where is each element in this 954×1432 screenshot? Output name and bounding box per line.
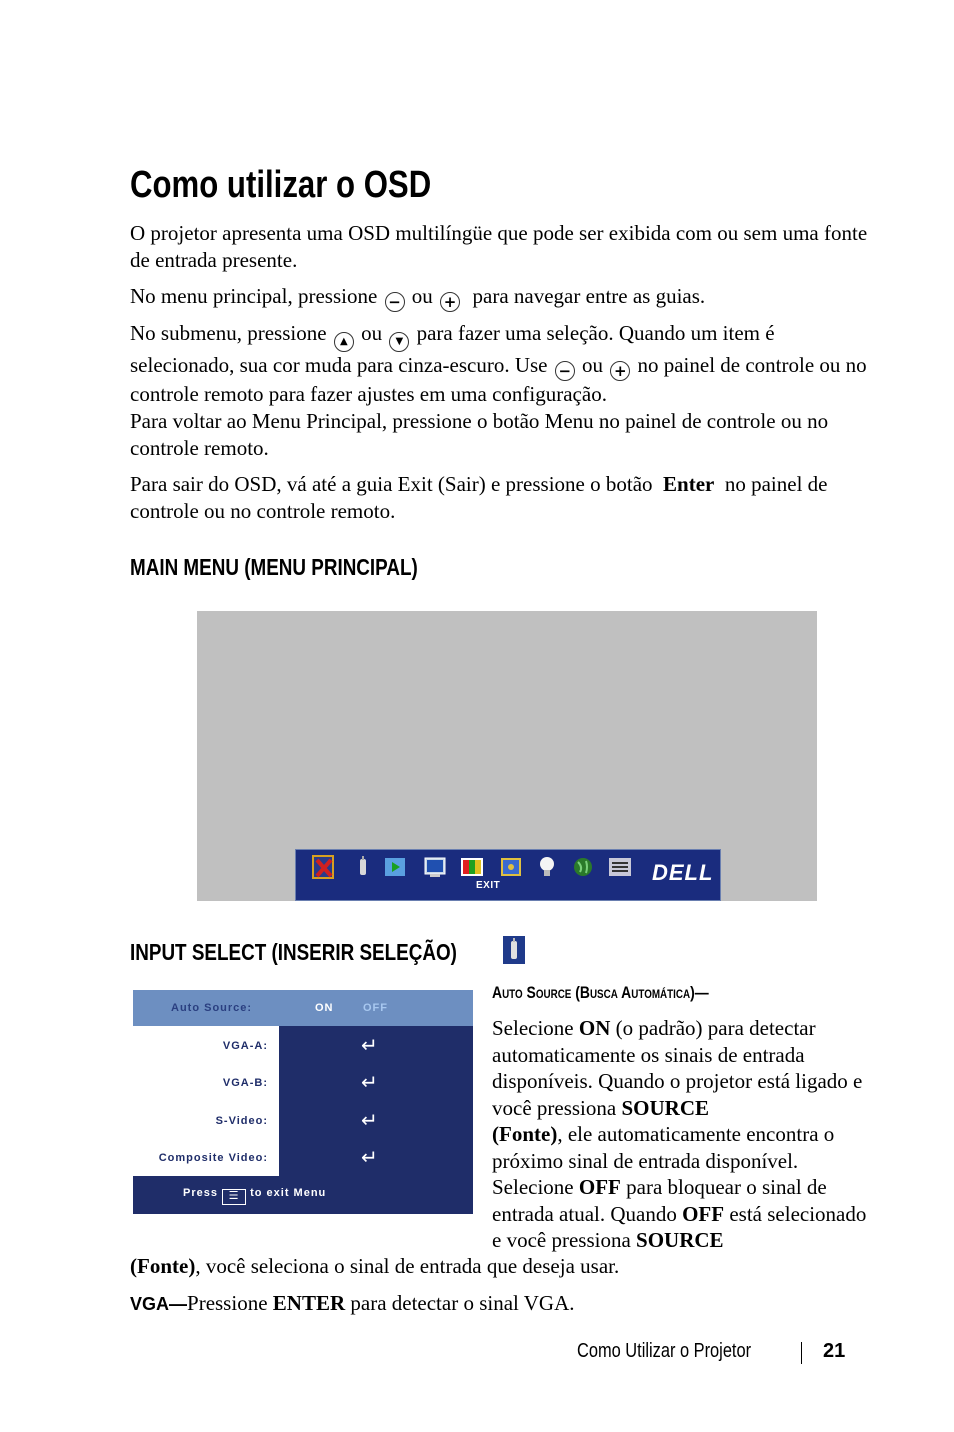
footer-section: Como Utilizar o Projetor	[577, 1340, 752, 1362]
vga-a-label: VGA-A:	[222, 1040, 268, 1052]
vga-a-enter-icon[interactable]: ↵	[361, 1035, 378, 1057]
page-title: Como utilizar o OSD	[130, 164, 432, 206]
s-video-label: S-Video:	[215, 1115, 268, 1127]
vga-description: VGA—Pressione ENTER para detectar o sinal VGA.	[130, 1291, 575, 1315]
picture-icon	[424, 855, 446, 879]
intro-paragraph-2: No menu principal, pressione − ou + para navegar entre as guias.	[130, 284, 706, 311]
auto-source-subheading: Auto Source (Busca Automática)—	[492, 983, 709, 1002]
vga-b-label: VGA-B:	[222, 1077, 268, 1089]
display-icon	[500, 855, 522, 879]
exit-icon	[312, 855, 334, 879]
menu-button-icon: ☰	[222, 1189, 246, 1205]
auto-source-description-cont: (Fonte), você seleciona o sinal de entrada que deseja usar.	[130, 1254, 620, 1278]
plus-button-icon: +	[610, 361, 630, 381]
main-menu-screenshot	[197, 611, 817, 901]
exit-label: EXIT	[476, 880, 501, 891]
intro-paragraph-3: No submenu, pressione ▲ ou ▼ para fazer uma seleção. Quando um item é selecionado, sua cor muda para cinza-escuro. Use − ou + no painel de controle ou no controle remoto para fazer ajustes em uma configuração.	[130, 321, 867, 406]
input-select-icon	[503, 936, 525, 964]
footer-divider	[801, 1342, 802, 1364]
auto-source-off[interactable]: OFF	[363, 1002, 388, 1014]
down-button-icon: ▼	[389, 332, 409, 352]
input-select-panel	[133, 990, 473, 1214]
language-icon	[572, 855, 594, 879]
minus-button-icon: −	[555, 361, 575, 381]
s-video-enter-icon[interactable]: ↵	[361, 1110, 378, 1132]
page-number: 21	[823, 1340, 846, 1362]
input-select-icon	[352, 855, 374, 879]
other-icon	[608, 855, 630, 879]
composite-video-enter-icon[interactable]: ↵	[361, 1147, 378, 1169]
color-icon	[460, 855, 482, 879]
dell-logo: DELL	[652, 860, 714, 885]
intro-paragraph-4: Para voltar ao Menu Principal, pressione o botão Menu no painel de controle ou no controle remoto.	[130, 409, 829, 460]
main-menu-heading: MAIN MENU (MENU PRINCIPAL)	[130, 554, 418, 580]
auto-source-row[interactable]	[133, 990, 473, 1026]
up-button-icon: ▲	[334, 332, 354, 352]
auto-source-label: Auto Source:	[171, 1002, 253, 1014]
auto-adjust-icon	[384, 855, 406, 879]
minus-button-icon: −	[385, 292, 405, 312]
intro-paragraph-5: Para sair do OSD, vá até a guia Exit (Sair) e pressione o botão Enter no painel de controle ou no controle remoto.	[130, 472, 828, 523]
plus-button-icon: +	[440, 292, 460, 312]
intro-paragraph-1: O projetor apresenta uma OSD multilíngüe que pode ser exibida com ou sem uma fonte de entrada presente.	[130, 221, 868, 272]
vga-b-enter-icon[interactable]: ↵	[361, 1072, 378, 1094]
lamp-icon	[536, 855, 558, 879]
osd-menu-bar	[295, 849, 721, 901]
composite-video-label: Composite Video:	[158, 1152, 268, 1164]
auto-source-description: Selecione ON (o padrão) para detectar automaticamente os sinais de entrada disponíveis. Quando o projetor está ligado e você pressiona SOURCE (Fonte), ele automaticamente encontra o próximo sinal de entrada disponível. Selecione OFF para bloquear o sinal de entrada atual. Quando OFF está selecionado e você pressiona SOURCE	[492, 1016, 867, 1252]
input-select-heading: INPUT SELECT (INSERIR SELEÇÃO)	[130, 939, 457, 965]
auto-source-on[interactable]: ON	[315, 1002, 334, 1014]
press-to-exit-hint: Press ☰ to exit Menu	[183, 1187, 326, 1205]
